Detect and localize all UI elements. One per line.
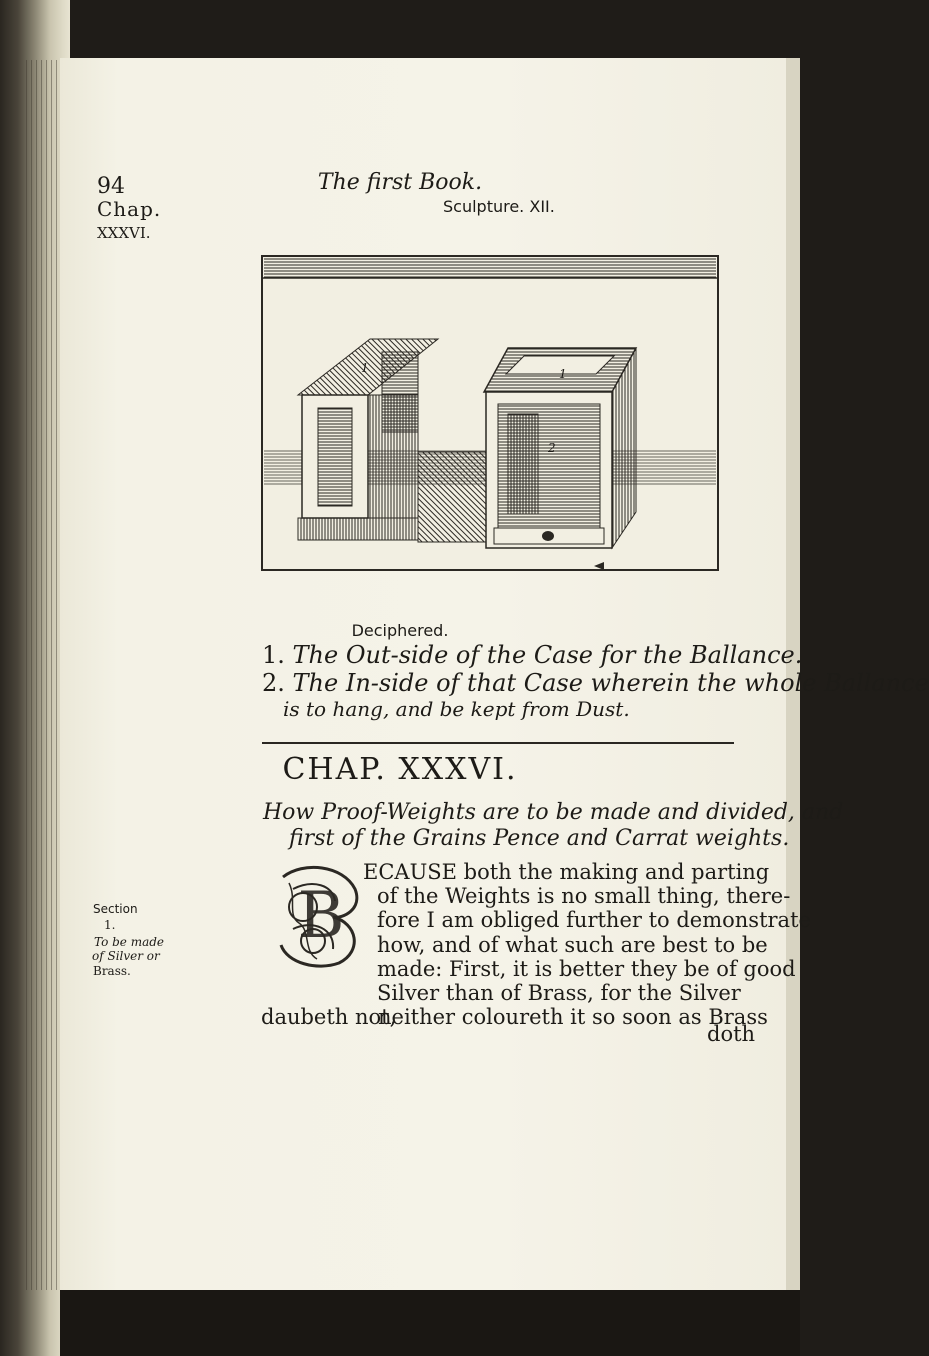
running-head: The first Book.	[317, 170, 483, 195]
legend-text: The Out-side of the Case for the Ballance.	[292, 641, 803, 669]
inside-case	[484, 348, 636, 570]
body-line: of the Weights is no small thing, there-	[377, 884, 791, 908]
chapter-number: XXXVI.	[97, 224, 151, 242]
figure-numeral: 2	[548, 441, 556, 455]
catchword: doth	[707, 1022, 756, 1046]
section-divider	[262, 742, 734, 744]
decorated-initial	[273, 859, 363, 969]
chapter-subtitle-line-2: first of the Grains Pence and Carrat weights.	[289, 826, 790, 851]
legend-number: 2.	[262, 669, 285, 697]
body-line: Silver than of Brass, for the Silver	[377, 981, 741, 1005]
chapter-heading: CHAP. XXXVI.	[282, 752, 518, 787]
margin-note-line-2: of Silver or	[92, 949, 160, 963]
chapter-label: Chap.	[97, 197, 162, 221]
page-shadow	[60, 1290, 800, 1356]
margin-section-label: Section	[93, 902, 138, 916]
body-line: neither coloureth it so soon as Brass	[378, 1005, 768, 1029]
margin-note-line-3: Brass.	[93, 964, 131, 978]
legend-number: 1.	[262, 641, 285, 669]
body-line: how, and of what such are best to be	[377, 933, 768, 957]
body-line: ECAUSE both the making and parting	[363, 860, 770, 884]
legend-text: The In-side of that Case wherein the whole Ballance	[292, 669, 929, 697]
margin-note-line-1: To be made	[94, 935, 165, 949]
body-line: daubeth not,	[261, 1005, 397, 1029]
decipher-heading: Deciphered.	[351, 621, 449, 640]
engraving-balance-case	[258, 252, 722, 574]
legend-item-2	[262, 669, 929, 697]
plate-caption: Sculpture. XII.	[443, 197, 555, 216]
margin-section-number: 1.	[104, 918, 116, 932]
initial-letter: B	[297, 879, 345, 953]
page-number: 94	[97, 174, 125, 199]
body-line: made: First, it is better they be of good	[377, 957, 796, 981]
body-line: fore I am obliged further to demonstrate	[377, 908, 811, 932]
figure-numeral: 1	[559, 367, 567, 381]
figure-numeral: 1	[361, 361, 369, 375]
chapter-subtitle-line-1: How Proof-Weights are to be made and divided, and	[263, 800, 844, 825]
legend-item-2-continued: is to hang, and be kept from Dust.	[283, 697, 630, 721]
legend-item-1	[262, 641, 802, 669]
